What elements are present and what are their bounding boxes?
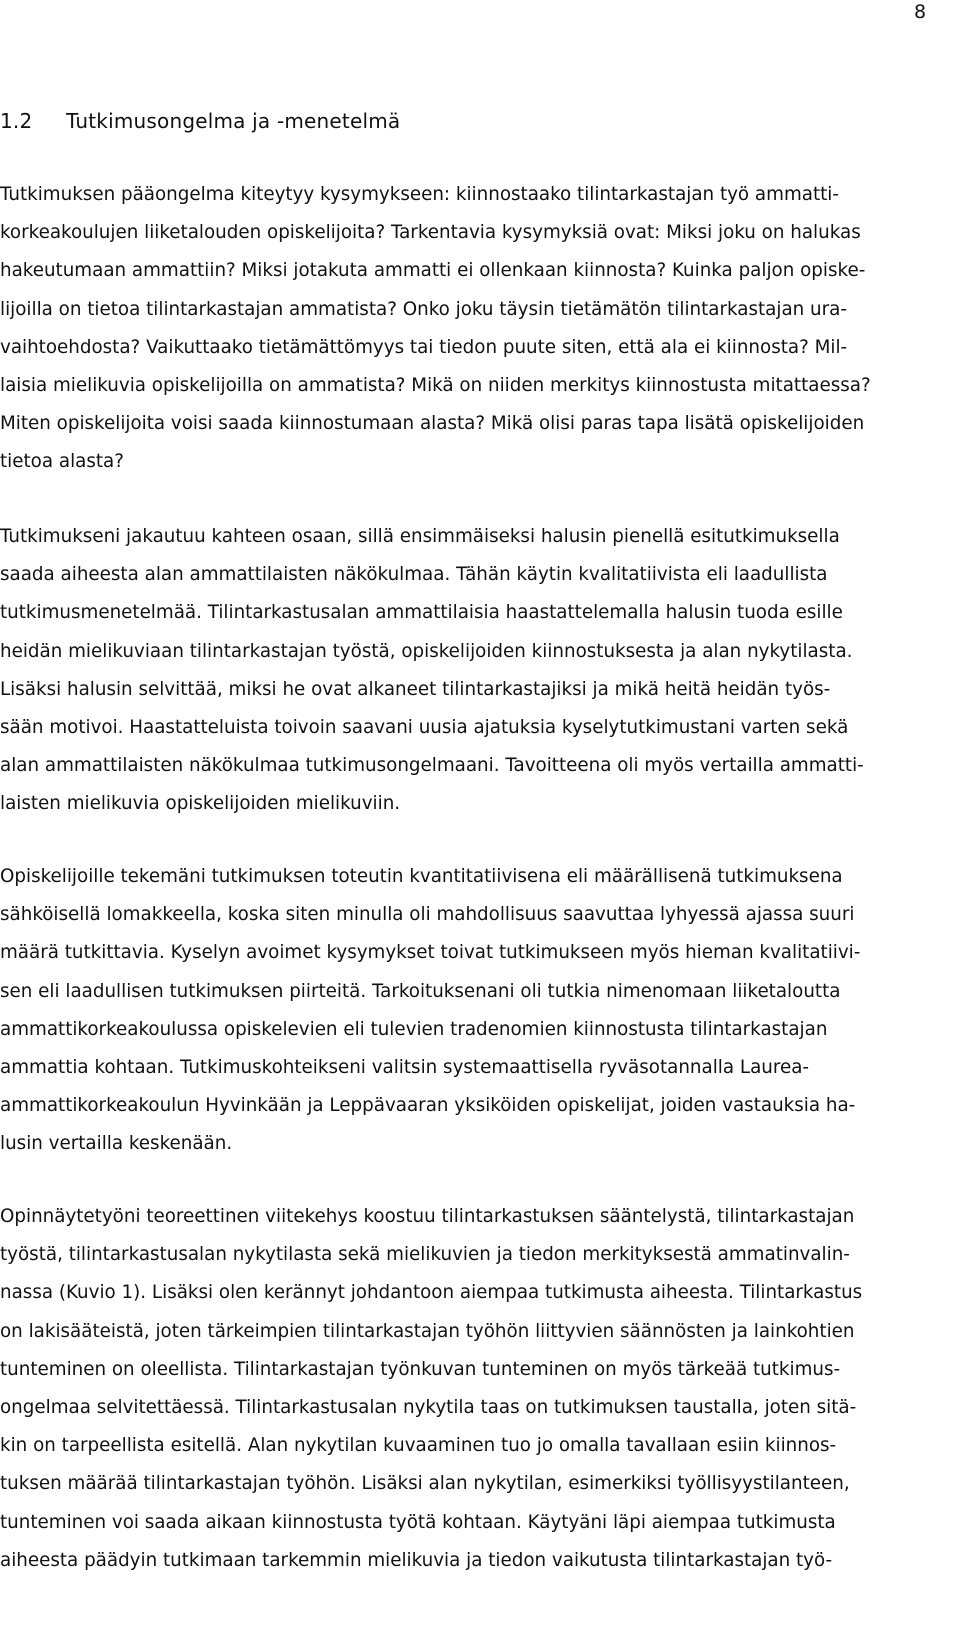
text-line: ongelmaa selvitettäessä. Tilintarkastusalan nykytila taas on tutkimuksen taustalla, joten sitä-: [0, 1397, 857, 1419]
paragraph-theoretical-framework: [0, 1198, 958, 1580]
text-line: sään motivoi. Haastatteluista toivoin saavani uusia ajatuksia kyselytutkimustani varten sekä: [0, 717, 849, 739]
text-line: lijoilla on tietoa tilintarkastajan ammatista? Onko joku täysin tietämätön tilintarkastajan ura-: [0, 298, 847, 320]
paragraph-research-problem: [0, 176, 958, 482]
text-line: laisten mielikuvia opiskelijoiden mielikuviin.: [0, 793, 401, 815]
text-line: Opiskelijoille tekemäni tutkimuksen toteutin kvantitatiivisena eli määrällisenä tutkimuksena: [0, 866, 843, 887]
text-line: Tutkimuksen pääongelma kiteytyy kysymykseen: kiinnostaako tilintarkastajan työ ammatti-: [0, 184, 839, 205]
text-line: on lakisääteistä, joten tärkeimpien tilintarkastajan työhön liittyvien säännösten ja lainkohtien: [0, 1320, 855, 1342]
text-line: Tutkimukseni jakautuu kahteen osaan, sillä ensimmäiseksi halusin pienellä esitutkimuksella: [0, 526, 840, 547]
text-line: tunteminen on oleellista. Tilintarkastajan työnkuvan tunteminen on myös tärkeää tutkimus-: [0, 1358, 841, 1380]
text-line: alan ammattilaisten näkökulmaa tutkimusongelmaani. Tavoitteena oli myös vertailla ammatti-: [0, 755, 864, 777]
text-line: tutkimusmenetelmää. Tilintarkastusalan ammattilaisia haastattelemalla halusin tuoda esille: [0, 602, 843, 624]
text-line: ammattikorkeakoulun Hyvinkään ja Leppävaaran yksiköiden opiskelijat, joiden vastauksia ha-: [0, 1095, 856, 1117]
text-line: heidän mielikuviaan tilintarkastajan työstä, opiskelijoiden kiinnostuksesta ja alan nykytilasta.: [0, 640, 853, 662]
text-line: tuksen määrää tilintarkastajan työhön. Lisäksi alan nykytilan, esimerkiksi työllisyystilanteen,: [0, 1473, 850, 1495]
text-line: työstä, tilintarkastusalan nykytilasta sekä mielikuvien ja tiedon merkityksestä ammatinvalin-: [0, 1244, 850, 1266]
text-line: vaihtoehdosta? Vaikuttaako tietämättömyys tai tiedon puute siten, että ala ei kiinnosta? Mil-: [0, 336, 848, 358]
text-line: aiheesta päädyin tutkimaan tarkemmin mielikuvia ja tiedon vaikutusta tilintarkastajan työ-: [0, 1549, 833, 1571]
section-title: Tutkimusongelma ja -menetelmä: [66, 109, 401, 133]
text-line: korkeakoulujen liiketalouden opiskelijoita? Tarkentavia kysymyksiä ovat: Miksi joku on halukas: [0, 222, 861, 244]
section-number: 1.2: [0, 109, 33, 133]
text-line: hakeutumaan ammattiin? Miksi jotakuta ammatti ei ollenkaan kiinnosta? Kuinka paljon opiske-: [0, 260, 866, 282]
text-line: sen eli laadullisen tutkimuksen piirteitä. Tarkoituksenani oli tutkia nimenomaan liiketaloutta: [0, 980, 841, 1002]
text-line: lusin vertailla keskenään.: [0, 1133, 233, 1155]
page-number: 8: [914, 1, 927, 23]
text-line: kin on tarpeellista esitellä. Alan nykytilan kuvaaminen tuo jo omalla tavallaan esiin kiinnos-: [0, 1435, 837, 1457]
text-line: Opinnäytetyöni teoreettinen viitekehys koostuu tilintarkastuksen sääntelystä, tilintarkastajan: [0, 1206, 855, 1227]
paragraph-student-survey: [0, 858, 958, 1164]
text-line: määrä tutkittavia. Kyselyn avoimet kysymykset toivat tutkimukseen myös hieman kvalitatiivi-: [0, 942, 861, 964]
section-heading: [0, 108, 400, 134]
text-line: laisia mielikuvia opiskelijoilla on ammatista? Mikä on niiden merkitys kiinnostusta mitattaessa?: [0, 375, 871, 397]
text-line: tietoa alasta?: [0, 451, 124, 473]
text-line: ammattikorkeakoulussa opiskelevien eli tulevien tradenomien kiinnostusta tilintarkastajan: [0, 1018, 828, 1040]
paragraph-research-parts: [0, 518, 958, 824]
text-line: Miten opiskelijoita voisi saada kiinnostumaan alasta? Mikä olisi paras tapa lisätä opiskelijoiden: [0, 413, 865, 435]
text-line: sähköisellä lomakkeella, koska siten minulla oli mahdollisuus saavuttaa lyhyessä ajassa suuri: [0, 904, 855, 926]
text-line: saada aiheesta alan ammattilaisten näkökulmaa. Tähän käytin kvalitatiivista eli laadullista: [0, 564, 828, 586]
text-line: ammattia kohtaan. Tutkimuskohteikseni valitsin systemaattisella ryväsotannalla Laurea-: [0, 1057, 810, 1079]
text-line: nassa (Kuvio 1). Lisäksi olen kerännyt johdantoon aiempaa tutkimusta aiheesta. Tilintarkastus: [0, 1282, 863, 1304]
text-line: Lisäksi halusin selvittää, miksi he ovat alkaneet tilintarkastajiksi ja mikä heitä heidän työs-: [0, 678, 831, 700]
text-line: tunteminen voi saada aikaan kiinnostusta työtä kohtaan. Käytyäni läpi aiempaa tutkimusta: [0, 1511, 836, 1533]
